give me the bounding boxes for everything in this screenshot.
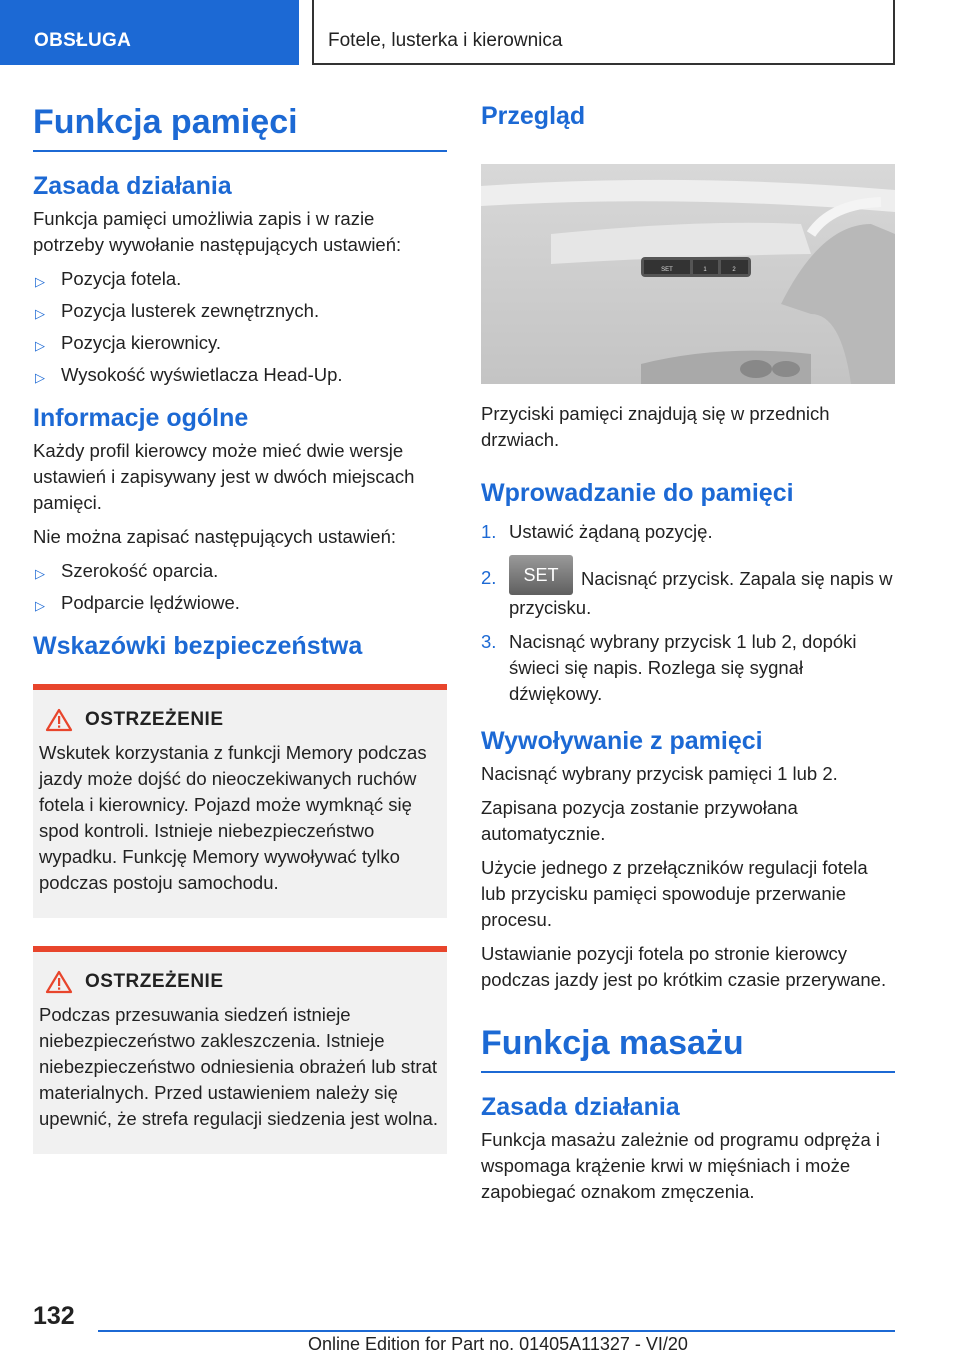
warning-label: OSTRZEŻENIE: [85, 971, 224, 992]
warning-triangle-icon: [45, 970, 73, 994]
massage-text: Funkcja masażu zależnie od programu odpręża i wspomaga krążenie krwi w mięśniach i może zapobiegać oznakom zmęczenia.: [481, 1129, 880, 1202]
section-label: OBSŁUGA: [34, 30, 132, 51]
left-column: [33, 100, 447, 1170]
step-number: 3.: [481, 631, 497, 652]
set-button-icon: SET: [509, 555, 573, 595]
triangle-bullet-icon: ▷: [35, 274, 45, 289]
door-memory-buttons-photo: [481, 164, 895, 384]
overview-caption: Przyciski pamięci znajdują się w przednich drzwiach.: [481, 403, 830, 450]
chapter-label: Fotele, lusterka i kierownica: [328, 30, 563, 51]
warning-text: Wskutek korzystania z funkcji Memory podczas jazdy może dojść do nieoczekiwanych ruchów fotela i kierownicy. Pojazd może wymknąć się spod kontroli. Istnieje niebezpieczeństwo wypadku. Funkcję Memory wywoływać tylko podczas postoju samochodu.: [39, 742, 427, 893]
warning-label: OSTRZEŻENIE: [85, 709, 224, 730]
header-chapter-box: [312, 0, 895, 65]
step-item: [481, 519, 895, 545]
warning-box: [33, 946, 447, 1154]
triangle-bullet-icon: ▷: [35, 370, 45, 385]
warning-header: [39, 970, 439, 994]
list-item: ▷ Pozycja kierownicy.: [33, 330, 447, 356]
section-heading-principle: Zasada działania: [33, 172, 232, 200]
section-heading-store: Wprowadzanie do pamięci: [481, 479, 794, 507]
general-text-2: Nie można zapisać następujących ustawień:: [33, 526, 396, 547]
non-saved-settings-list: [33, 558, 447, 616]
warning-text: Podczas przesuwania siedzeń istnieje niebezpieczeństwo zakleszczenia. Istnieje niebezpieczeństwo odniesienia obrażeń lub strat materialnych. Przed ustawieniem należy się upewnić, że strefa regulacji siedzenia jest wolna.: [39, 1004, 438, 1129]
warning-triangle-icon: [45, 708, 73, 732]
list-item: ▷ Pozycja fotela.: [33, 266, 447, 292]
step-text: Nacisnąć przycisk. Zapala się napis w przycisku.: [509, 567, 893, 618]
step-number: 1.: [481, 521, 497, 542]
recall-para: Użycie jednego z przełączników regulacji fotela lub przycisku pamięci spowoduje przerwanie procesu.: [481, 857, 868, 930]
step-number: 2.: [481, 567, 497, 588]
massage-title: Funkcja masażu: [481, 1021, 895, 1073]
triangle-bullet-icon: ▷: [35, 338, 45, 353]
header-section-tab: [0, 0, 299, 65]
section-heading-recall: Wywoływanie z pamięci: [481, 727, 763, 755]
recall-para: Zapisana pozycja zostanie przywołana automatycznie.: [481, 797, 798, 844]
list-item: ▷ Podparcie lędźwiowe.: [33, 590, 447, 616]
section-heading-massage-principle: Zasada działania: [481, 1093, 680, 1121]
section-heading-overview: Przegląd: [481, 102, 586, 130]
triangle-bullet-icon: ▷: [35, 566, 45, 581]
triangle-bullet-icon: ▷: [35, 306, 45, 321]
page-title: Funkcja pamięci: [33, 100, 447, 152]
recall-para: Ustawianie pozycji fotela po stronie kierowcy podczas jazdy jest po krótkim czasie przerywane.: [481, 943, 887, 990]
store-steps-list: [481, 519, 895, 707]
general-text-1: Każdy profil kierowcy może mieć dwie wersje ustawień i zapisywany jest w dwóch miejscach pamięci.: [33, 440, 415, 513]
step-text: Nacisnąć wybrany przycisk 1 lub 2, dopóki świeci się napis. Rozlega się sygnał dźwiękowy.: [509, 631, 857, 704]
memory-settings-list: [33, 266, 447, 388]
step-text: Ustawić żądaną pozycję.: [509, 521, 713, 542]
warning-box: [33, 684, 447, 918]
recall-para: Nacisnąć wybrany przycisk pamięci 1 lub 2.: [481, 763, 838, 784]
warning-header: [39, 708, 439, 732]
page-number: 132: [33, 1302, 75, 1330]
step-item: [481, 565, 895, 621]
section-heading-general: Informacje ogólne: [33, 404, 249, 432]
photo-button-2-label: 2: [732, 267, 736, 273]
step-item: [481, 629, 895, 707]
right-column: [481, 100, 895, 1213]
list-item: ▷ Szerokość oparcia.: [33, 558, 447, 584]
principle-text: Funkcja pamięci umożliwia zapis i w razie potrzeby wywołanie następujących ustawień:: [33, 208, 402, 255]
triangle-bullet-icon: ▷: [35, 598, 45, 613]
photo-button-1-label: 1: [703, 267, 707, 273]
footer-edition: Online Edition for Part no. 01405A11327 - VI/20: [308, 1334, 688, 1354]
photo-set-label: SET: [661, 267, 673, 273]
list-item: ▷ Wysokość wyświetlacza Head-Up.: [33, 362, 447, 388]
footer-rule: [98, 1330, 895, 1332]
list-item: ▷ Pozycja lusterek zewnętrznych.: [33, 298, 447, 324]
section-heading-safety: Wskazówki bezpieczeństwa: [33, 632, 363, 660]
